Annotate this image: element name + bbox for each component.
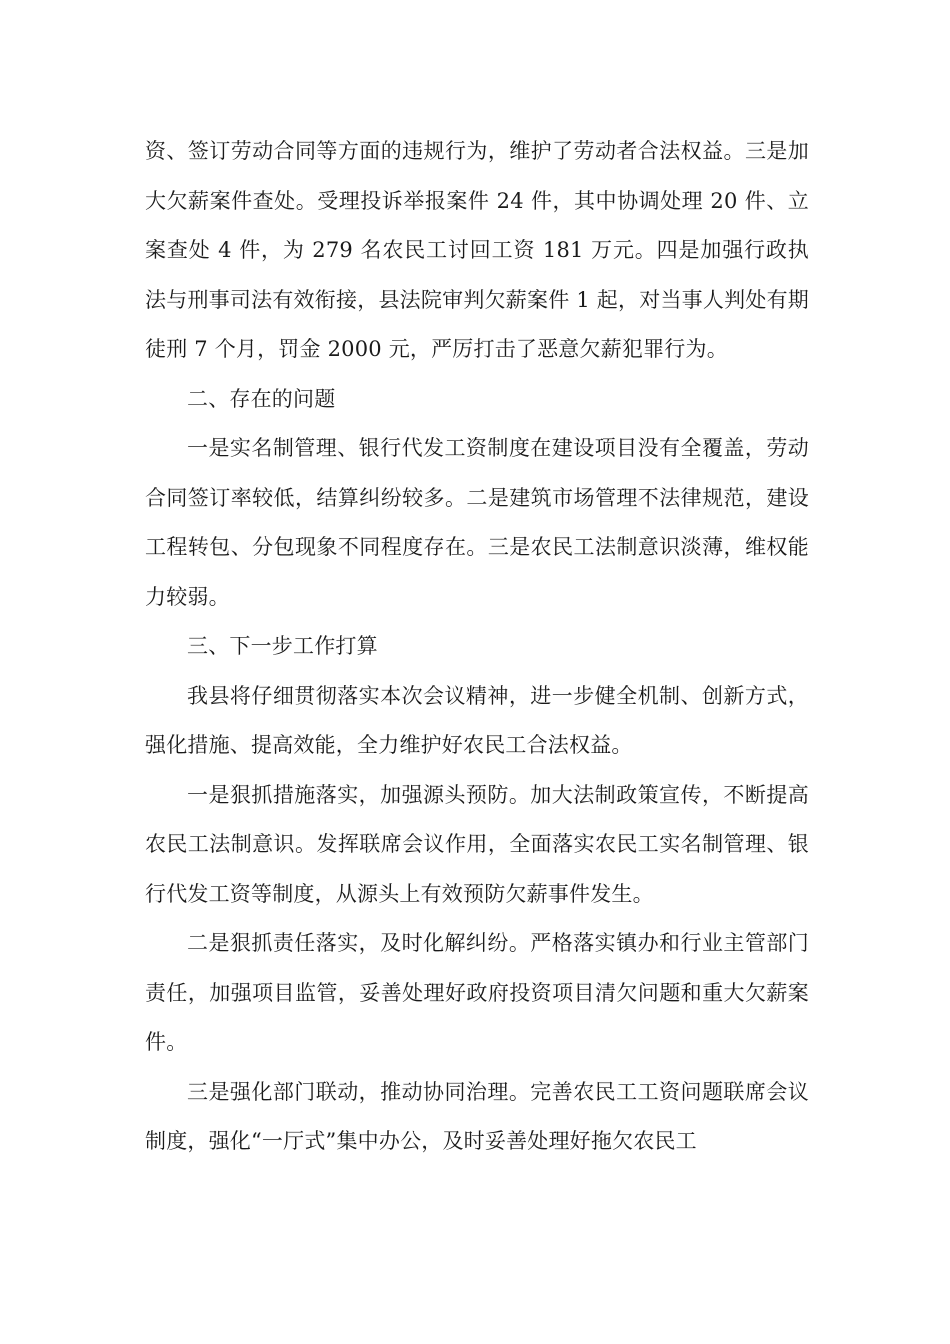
paragraph-measure-three: 三是强化部门联动，推动协同治理。完善农民工工资问题联席会议制度，强化“一厅式”集中办公，及时妥善处理好拖欠农民工 <box>145 1079 809 1153</box>
paragraph-continued: 资、签订劳动合同等方面的违规行为，维护了劳动者合法权益。三是加大欠薪案件查处。受理投诉举报案件 24 件，其中协调处理 20 件、立案查处 4 件，为 279 名农民工讨回工资 181 万元。四是加强行政执法与刑事司法有效衔接，县法院审判欠薪案件 1 起，对当事人判处有期徒刑 7 个月，罚金 2000 元，严厉打击了恶意欠薪犯罪行为。 <box>145 139 809 361</box>
paragraph-measure-two: 二是狠抓责任落实，及时化解纠纷。严格落实镇办和行业主管部门责任，加强项目监管，妥善处理好政府投资项目清欠问题和重大欠薪案件。 <box>145 931 809 1054</box>
document-body <box>145 127 809 1167</box>
paragraph-intro: 我县将仔细贯彻落实本次会议精神，进一步健全机制、创新方式，强化措施、提高效能，全力维护好农民工合法权益。 <box>145 683 809 757</box>
section-heading-next-steps: 三、下一步工作打算 <box>187 634 378 658</box>
paragraph-problems: 一是实名制管理、银行代发工资制度在建设项目没有全覆盖，劳动合同签订率较低，结算纠纷较多。二是建筑市场管理不法律规范，建设工程转包、分包现象不同程度存在。三是农民工法制意识淡薄，维权能力较弱。 <box>145 436 809 609</box>
section-heading-problems: 二、存在的问题 <box>187 386 336 411</box>
paragraph-measure-one: 一是狠抓措施落实，加强源头预防。加大法制政策宣传，不断提高农民工法制意识。发挥联席会议作用，全面落实农民工实名制管理、银行代发工资等制度，从源头上有效预防欠薪事件发生。 <box>145 782 809 906</box>
